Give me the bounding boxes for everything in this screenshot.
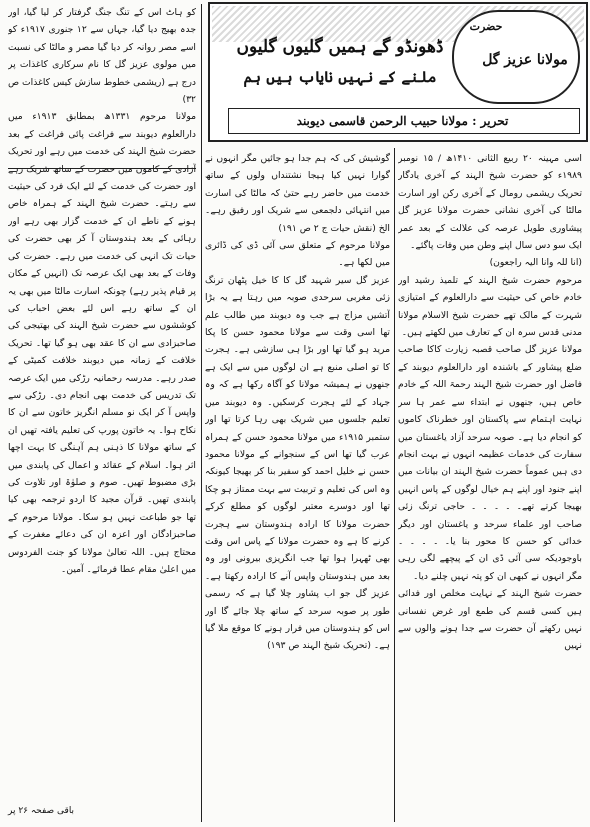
paragraph: اسی مہینہ ۲۰ ربیع الثانی ۱۴۱۰ھ / ۱۵ نومبر ۱۹۸۹ء کو حضرت شیخ الہند کے آخری یادگار تحریک ریشمی رومال کے آخری رکن اور اسارت مالٹا کی آخری نشانی حضرت مولانا عزیز گل پیشاوری طویل عرصہ کی علالت کے بعد عمر ایک سو دس سال اپنے وطن میں وفات پاگئے۔ <box>398 153 582 252</box>
paragraph: (انا للہ وانا الیہ راجعون) <box>489 257 582 269</box>
article-column-right <box>398 150 582 820</box>
paragraph: مولانا عزیز گل صاحب قصبہ زیارت کاکا صاحب ضلع پیشاور کے باشندہ اور دارالعلوم دیوبند کے فاضل اور حضرت شیخ الہند رحمۃ اللہ کے خادم خاص ہیں، جنھوں نے ابتداء سے عمر ہا سر نہایت اہتمام سے پاکستان اور خطرناک کاموں کو انجام دیا ہے۔ صوبہ سرحد آزاد یاغستان میں سفارت کی خدمات عظیمہ انہوں نے بہت انجام دی ہیں عموماً حضرت شیخ الہند ان بیانات میں اپنے جنود اور اپنے ہم خیال لوگوں کے پاس انہیں بھیجا کرتے تھے۔ ۔ ۔ ۔ ۔ حاجی ترنگ زئی صاحب اور علماء سرحد و یاغستان اور دیگر خدائی کو حسن کا محور بنا یا۔ ۔ ۔ ۔ ۔ باوجودیکہ سی آئی ڈی ان کے پیچھے لگی رہی مگر انہوں نے کبھی ان کو پتہ نہیں چلنے دیا۔ <box>398 344 582 582</box>
paragraph: عزیز گل سیر شہید گل کا کا خیل پٹھان ترنگ زئی مغربی سرحدی صوبہ میں رہتا ہے یہ بڑا آتشیں مزاج ہے جب وہ دیوبند میں طالب علم تھا اسی وقت سے مولانا محمود حسن کا پکا مرید ہو گیا تھا اور بڑا ہی سازشی ہے۔ ہجرت کا تو اصلی منبع ہے ان لوگوں میں سے ایک ہے جنھوں نے ہمیشہ مولانا کو آگاہ رکھا ہے کہ وہ جہاد کے لئے ہجرت کرسکیں۔ وہ دیوبند میں تعلیم جلسوں میں شریک بھی رہا کرتا تھا اور ستمبر ۱۹۱۵ء میں مولانا محمود حسن کے ہمراہ عرب گیا تھا اس کے سنجوانے کے مولانا محمود حسن نے خلیل احمد کو سفیر بنا کر بھیجا کیونکہ وہ اس کی تعلیم و تربیت سے بہت ممتاز ہو چکا تھا اور دوسرے معتبر لوگوں کو مطلع کرکے حضرت مولانا کا ارادہ ہندوستان سے ہجرت کرنے کا ہے وہ حضرت مولانا کے پاس اس وقت بھی ٹھہرا ہوا تھا جب انگریزی بیرونی اور وہ بعد میں ہندوستان واپس آنے کا ارادہ رکھتا ہے۔ عزیز گل جو اب پشاور چلا گیا ہے کہ رسمی طور پر صوبہ سرحد کے ساتھ چلا جائے گا اور اس کو ہندوستان میں فرار ہونے کا موقع ملا گیا ہے۔ (تحریک شیخ الہند ص ۱۹۳) <box>205 274 390 652</box>
paragraph: حضرت شیخ الہند کے نہایت مخلص اور فدائی ہیں کسی قسم کی طمع اور غرض نفسانی نہیں رکھتے آن حضرت سے جدا ہونے والوں سے نہیں <box>398 588 582 652</box>
headline-line-1: ڈھونڈو گے ہمیں گلیوں گلیوں <box>236 37 444 57</box>
person-name: مولانا عزیز گل <box>482 52 568 68</box>
paragraph: گوشیش کی کہ ہم جدا ہو جائیں مگر انہوں نے گوارا نہیں کیا ہیجا نشتنداں ولوں کے ساتھ خدمت میں حاضر رہے حتیٰ کہ مالٹا کی اسارت میں انتہائی دلجمعی سے شریک اور رفیق رہے۔ الخ (نقش حیات ج ۲ ص ۱۹۱) <box>205 153 390 234</box>
continued-note: باقی صفحہ ۲۶ پر <box>8 806 75 816</box>
author-line: تحریر : مولانا حبیب الرحمن قاسمی دیوبند <box>296 114 509 128</box>
honorific: حضرت <box>469 20 503 33</box>
paragraph: مولانا مرحوم کے متعلق سی آئی ڈی کی ڈائری میں لکھا ہے۔ <box>205 240 390 269</box>
paragraph: مرحوم حضرت شیخ الہند کے تلمیذ رشید اور خادم خاص کی حیثیت سے دارالعلوم کے امتیازی شہرت کے مالک تھے حضرت شیخ الاسلام مولانا مدنی قدس سرہ ان کے تعارف میں لکھتے ہیں۔ <box>398 274 582 339</box>
paragraph: کو ہاٹ اس کے تنگ جنگ گرفتار کر لیا گیا، اور جدہ بھیج دیا گیا، جہاں سے ۱۲ جنوری ۱۹۱۷ء کو اسے مصر روانہ کر دیا گیا مصر و مالٹا کی نسبت میں مولوی عزیز گل کا نام سرکاری کاغذات پر درج ہے (ریشمی خطوط سازش کیس کاغذات ص ۳۲) <box>8 7 196 106</box>
article-column-left <box>8 4 196 822</box>
column-divider <box>201 4 202 822</box>
article-column-middle <box>205 150 390 820</box>
column-divider <box>394 148 395 822</box>
headline-line-2: ملنے کے نہیں نایاب ہیں ہم <box>243 68 437 86</box>
paragraph: مولانا مرحوم ۱۳۳۱ھ بمطابق ۱۹۱۳ء میں دارالعلوم دیوبند سے فراغت پائی فراغت کے بعد حضرت شیخ الہند کی خدمت میں رہے اور تحریک آزادی کے کاموں میں حضرت کے ساتھ شریک رہے اور حضرت کی خدمت کے لئے ایک فرد کی حیثیت سے رہتے۔ حضرت شیخ الہند کے ہمراہ خاص ہونے کے ناطے ان کے خدمت گزار بھی رہے اور رہائی کے بعد ہندوستان آ کر بھی حضرت کی حیات تک انہی کی خدمت میں رہے۔ حضرت کی وفات کے بعد بھی ایک عرصہ تک (انہیں کے مکان پر قیام پذیر رہے) چونکہ اسارت مالٹا میں بھی یہ ان کے ساتھ رہے اس لئے بعض احباب کی کوششوں سے حضرت شیخ الہند کی بھتیجی کی صاحبزادی سے ان کا عقد بھی ہو گیا تھا۔ تحریک خلافت کے زمانہ میں دیوبند خلافت کمیٹی کے صدر رہے۔ مدرسہ رحمانیہ رڑکی میں ایک عرصہ تک تدریس کی خدمت بھی انجام دی۔ رڑکی سے واپس آ کر ایک نو مسلم انگریز خاتون سے ان کا نکاح ہوا۔ یہ خاتون پورپ کی تعلیم یافتہ تھیں ان کے ساتھ مولانا کا ذہنی ہم آہنگی کا بہت اچھا اثر ہوا۔ اسلام کے عقائد و اعمال کی پابندی میں بڑی مضبوط تھیں۔ صوم و صلوٰۃ اور تلاوت کی پابندی تھیں۔ قرآن مجید کا اردو ترجمہ بھی کیا تھا جو طباعت نہیں ہو سکا۔ مولانا مرحوم کے صاحبزادگان اور اعزہ ان کی دعائے مغفرت کے محتاج ہیں۔ اللہ تعالیٰ مولانا کو جنت الفردوس میں اعلیٰ مقام عطا فرمائے۔ آمین۔ <box>8 111 196 575</box>
